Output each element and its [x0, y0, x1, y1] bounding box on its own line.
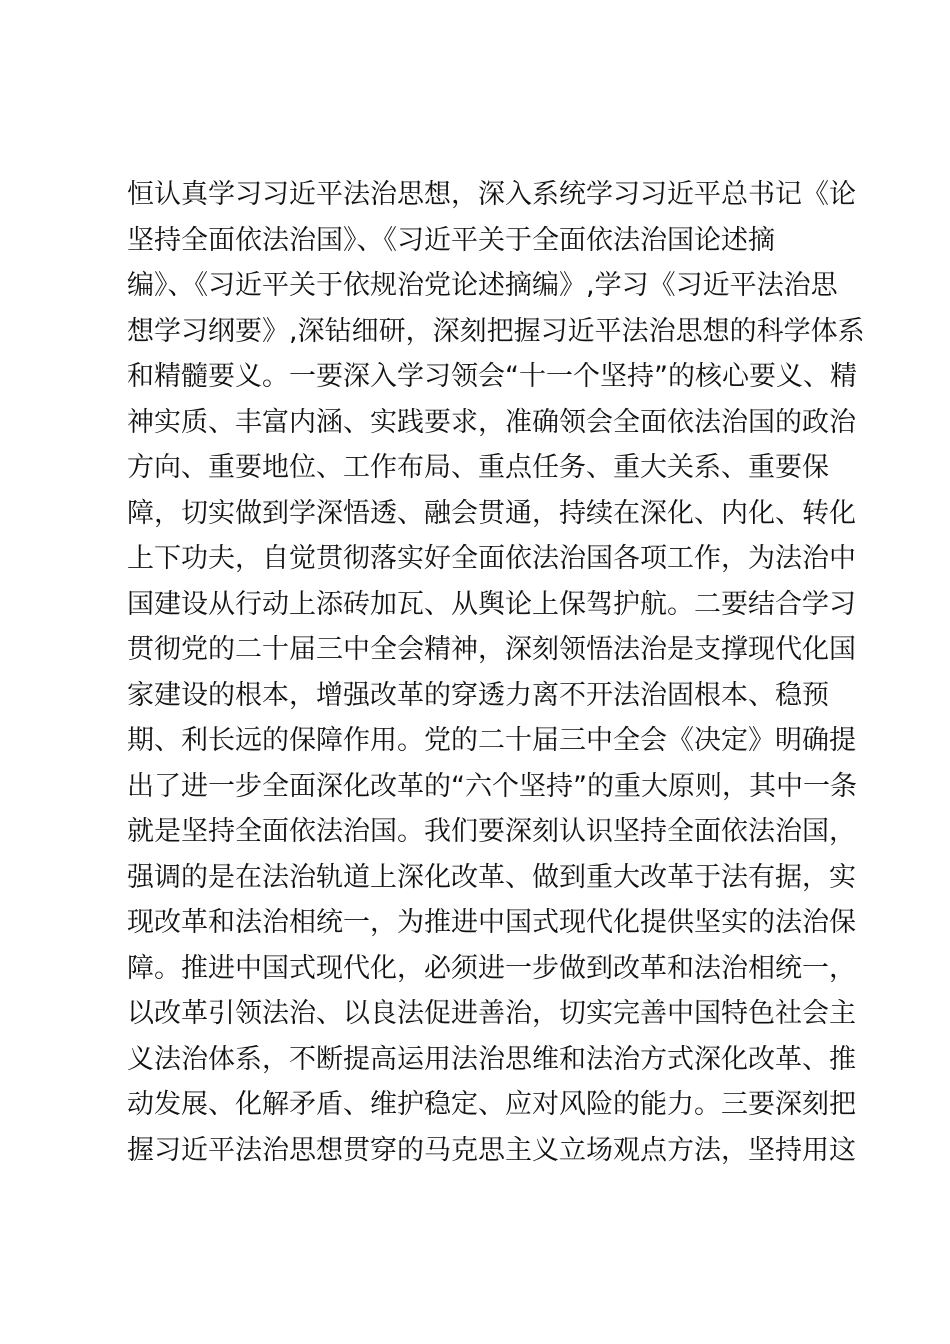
text-line: 出了进一步全面深化改革的“六个坚持”的重大原则，其中一条: [127, 770, 857, 802]
text-line: 以改革引领法治、以良法促进善治，切实完善中国特色社会主: [127, 998, 856, 1029]
text-line: 想学习纲要》,深钻细研，深刻把握习近平法治思想的科学体系: [127, 315, 865, 347]
text-line: 编》、《习近平关于依规治党论述摘编》,学习《习近平法治思: [127, 270, 838, 301]
text-line: 动发展、化解矛盾、维护稳定、应对风险的能力。三要深刻把: [127, 1089, 856, 1120]
text-line: 义法治体系，不断提高运用法治思维和法治方式深化改革、推: [127, 1043, 856, 1075]
text-line: 坚持全面依法治国》、《习近平关于全面依法治国论述摘: [127, 224, 775, 256]
text-line: 家建设的根本，增强改革的穿透力离不开法治固根本、稳预: [127, 679, 829, 711]
text-line: 障。推进中国式现代化，必须进一步做到改革和法治相统一，: [127, 952, 856, 984]
body-paragraph: [127, 172, 865, 1173]
text-line: 现改革和法治相统一，为推进中国式现代化提供坚实的法治保: [127, 907, 856, 938]
text-line: 握习近平法治思想贯穿的马克思主义立场观点方法，坚持用这: [127, 1134, 856, 1166]
text-line: 上下功夫，自觉贯彻落实好全面依法治国各项工作，为法治中: [127, 543, 856, 574]
text-line: 神实质、丰富内涵、实践要求，准确领会全面依法治国的政治: [127, 406, 856, 438]
text-line: 障，切实做到学深悟透、融会贯通，持续在深化、内化、转化: [127, 497, 856, 529]
text-line: 就是坚持全面依法治国。我们要深刻认识坚持全面依法治国，: [127, 816, 856, 847]
text-line: 恒认真学习习近平法治思想，深入系统学习习近平总书记《论: [127, 179, 856, 210]
text-line: 强调的是在法治轨道上深化改革、做到重大改革于法有据，实: [127, 861, 856, 893]
text-line: 和精髓要义。一要深入学习领会“十一个坚持”的核心要义、精: [127, 361, 857, 392]
text-line: 期、利长远的保障作用。党的二十届三中全会《决定》明确提: [127, 725, 856, 756]
text-line: 方向、重要地位、工作布局、重点任务、重大关系、重要保: [127, 452, 829, 483]
text-line: 国建设从行动上添砖加瓦、从舆论上保驾护航。二要结合学习: [127, 588, 856, 620]
text-line: 贯彻党的二十届三中全会精神，深刻领悟法治是支撑现代化国: [127, 634, 856, 665]
